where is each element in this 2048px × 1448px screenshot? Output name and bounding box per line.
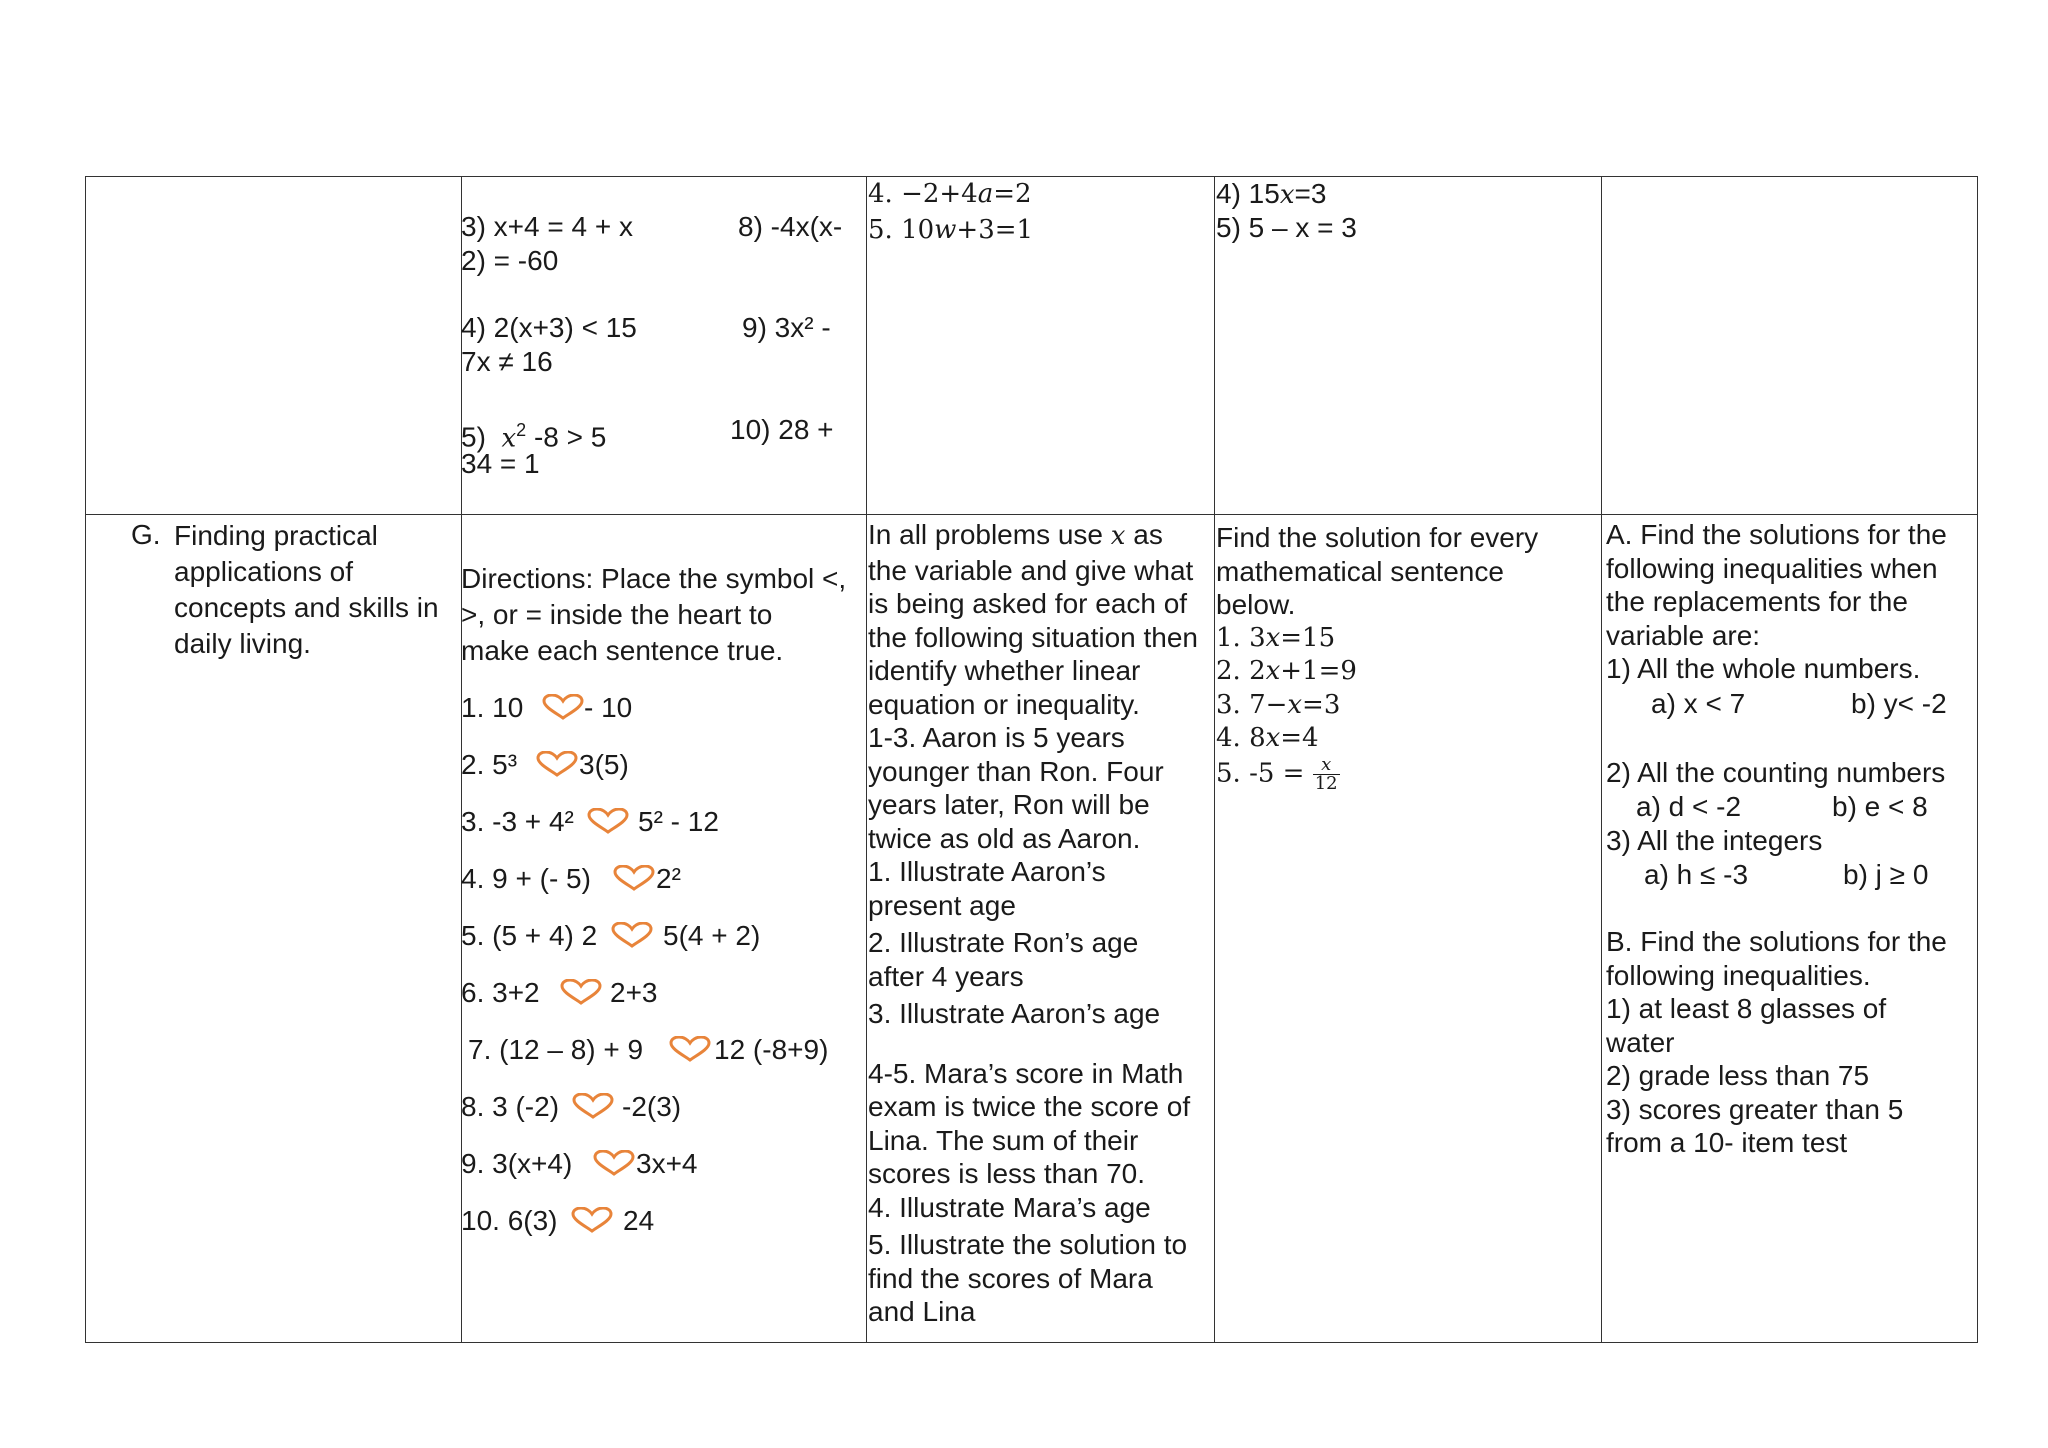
item-right: 3(5) bbox=[579, 749, 629, 780]
expr-9-cont: 7x ≠ 16 bbox=[461, 346, 553, 377]
fraction: $\frac{x}{12}$ bbox=[1314, 753, 1338, 794]
item-right: - 10 bbox=[584, 692, 633, 723]
text-line: from a 10- item test bbox=[1606, 1127, 1848, 1158]
choice-a: a) x < 7 bbox=[1651, 688, 1746, 719]
text-line: 4-5. Mara’s score in Math bbox=[868, 1057, 1184, 1089]
item-right: 3x+4 bbox=[636, 1148, 698, 1179]
row2-col4-cell bbox=[1216, 521, 1538, 793]
text-line: 1) at least 8 glasses of bbox=[1606, 993, 1887, 1024]
text-line: Lina. The sum of their bbox=[868, 1124, 1139, 1156]
text-line: mathematical sentence bbox=[1216, 555, 1504, 587]
heart-icon[interactable] bbox=[586, 808, 630, 834]
row-divider bbox=[86, 514, 1977, 515]
text-line: daily living. bbox=[174, 628, 311, 659]
competency-text bbox=[174, 518, 439, 662]
equation: 1. 3𝑥=15 bbox=[1216, 622, 1336, 653]
expr-10-cont: 34 = 1 bbox=[461, 448, 540, 479]
item-left: 9. 3(x+4) bbox=[461, 1148, 573, 1179]
item-left: 6. 3+2 bbox=[461, 977, 540, 1008]
text-line: following inequalities when bbox=[1606, 552, 1938, 584]
text-line: the variable and give what bbox=[868, 554, 1194, 586]
choice-b: b) e < 8 bbox=[1832, 791, 1928, 822]
subheading: 3) All the integers bbox=[1606, 825, 1823, 856]
item-left: 1. 10 bbox=[461, 692, 524, 723]
expr-8: 8) -4x(x- bbox=[738, 211, 843, 242]
directions bbox=[461, 561, 846, 669]
choice-b: b) y< -2 bbox=[1851, 688, 1947, 719]
item-left: 10. 6(3) bbox=[461, 1205, 558, 1236]
text-line: twice as old as Aaron. bbox=[868, 822, 1141, 854]
text-line: variable are: bbox=[1606, 619, 1761, 651]
item-left: 5. (5 + 4) 2 bbox=[461, 920, 598, 951]
text-line: the following situation then bbox=[868, 621, 1198, 653]
item-right: 2+3 bbox=[610, 977, 658, 1008]
equation: 3. 7−𝑥=3 bbox=[1216, 689, 1341, 720]
heart-icon[interactable] bbox=[570, 1207, 614, 1233]
expr-3: 3) x+4 = 4 + x bbox=[461, 211, 633, 242]
text-line: 3. Illustrate Aaron’s age bbox=[868, 998, 1161, 1029]
expr-10: 10) 28 + bbox=[730, 414, 834, 445]
equation: 4. 8𝑥=4 bbox=[1216, 723, 1319, 753]
text-line: 3) scores greater than 5 bbox=[1606, 1093, 1904, 1125]
equation: 5. -5 = $\frac{x}{12}$ bbox=[1216, 753, 1338, 794]
text-line: 2) grade less than 75 bbox=[1606, 1060, 1870, 1091]
text-line: younger than Ron. Four bbox=[868, 755, 1164, 787]
text-line: is being asked for each of bbox=[868, 588, 1188, 619]
item-left: 4. 9 + (- 5) bbox=[461, 863, 591, 894]
text-line: exam is twice the score of bbox=[868, 1091, 1191, 1122]
expr-5: 5) $x^2$ -8 > 5 bbox=[461, 420, 607, 454]
text-line: find the scores of Mara bbox=[868, 1262, 1153, 1294]
item-left: 2. 5³ bbox=[461, 749, 518, 780]
equation-5: 5. 10𝑤+3=1 bbox=[868, 215, 1034, 245]
text-line: A. Find the solutions for the bbox=[1606, 519, 1947, 550]
text-line: concepts and skills in bbox=[174, 592, 439, 623]
choice-a: a) d < -2 bbox=[1636, 791, 1742, 822]
item-right: 5(4 + 2) bbox=[663, 920, 761, 951]
text-line: 4. Illustrate Mara’s age bbox=[868, 1191, 1151, 1223]
subheading: 2) All the counting numbers bbox=[1606, 757, 1946, 788]
text-line: 2. Illustrate Ron’s age bbox=[868, 927, 1139, 958]
choice-a: a) h ≤ -3 bbox=[1644, 859, 1749, 890]
expr-4: 4) 2(x+3) < 15 bbox=[461, 312, 637, 343]
item-right: 24 bbox=[623, 1205, 655, 1236]
heart-icon[interactable] bbox=[571, 1093, 615, 1119]
text-line: scores is less than 70. bbox=[868, 1158, 1146, 1189]
text-line: identify whether linear bbox=[868, 655, 1141, 686]
expr-9: 9) 3x² - bbox=[742, 312, 831, 343]
heart-icon[interactable] bbox=[668, 1036, 712, 1062]
expr-8-cont: 2) = -60 bbox=[461, 245, 559, 276]
equation-4: 4) 15x=3 bbox=[1216, 178, 1327, 210]
heart-icon[interactable] bbox=[610, 922, 654, 948]
equation: 2. 2𝑥+1=9 bbox=[1216, 656, 1357, 686]
text-line: B. Find the solutions for the bbox=[1606, 926, 1947, 957]
column-divider bbox=[1214, 177, 1215, 1342]
heart-icon[interactable] bbox=[559, 979, 603, 1005]
text-line: Find the solution for every bbox=[1216, 522, 1539, 553]
column-divider bbox=[866, 177, 867, 1342]
heart-icon[interactable] bbox=[535, 751, 579, 777]
text-line: 1. Illustrate Aaron’s bbox=[868, 856, 1106, 887]
item-right: 2² bbox=[656, 863, 681, 894]
text-line: 1) All the whole numbers. bbox=[1606, 653, 1921, 684]
text-line: below. bbox=[1216, 589, 1296, 620]
text-line: In all problems use x as bbox=[868, 519, 1163, 551]
choice-b: b) j ≥ 0 bbox=[1843, 859, 1929, 890]
part-a-heading bbox=[1606, 518, 1947, 686]
item-letter: G. bbox=[131, 519, 161, 550]
text-line: Finding practical bbox=[174, 520, 378, 551]
item-left: 3. -3 + 4² bbox=[461, 806, 574, 837]
heart-icon[interactable] bbox=[612, 865, 656, 891]
heart-icon[interactable] bbox=[541, 694, 585, 720]
text-line: make each sentence true. bbox=[461, 635, 784, 666]
equation-4: 4. −2+4𝑎=2 bbox=[868, 179, 1032, 209]
row2-col3-cell bbox=[868, 518, 1198, 1329]
text-line: equation or inequality. bbox=[868, 688, 1140, 720]
text-line: Directions: Place the symbol <, bbox=[461, 563, 847, 594]
item-left: 7. (12 – 8) + 9 bbox=[468, 1034, 644, 1065]
text-line: years later, Ron will be bbox=[868, 789, 1150, 820]
text-line: applications of bbox=[174, 556, 354, 587]
item-right: -2(3) bbox=[622, 1091, 682, 1122]
text-line: the replacements for the bbox=[1606, 586, 1908, 617]
text-line: and Lina bbox=[868, 1296, 976, 1327]
text-line: following inequalities. bbox=[1606, 959, 1871, 991]
column-divider bbox=[1601, 177, 1602, 1342]
heart-icon[interactable] bbox=[592, 1150, 636, 1176]
text-line: after 4 years bbox=[868, 960, 1024, 992]
item-right: 5² - 12 bbox=[638, 806, 719, 837]
text-line: present age bbox=[868, 889, 1016, 921]
text-line: water bbox=[1606, 1026, 1675, 1058]
text-line: >, or = inside the heart to bbox=[461, 599, 773, 630]
text-line: 1-3. Aaron is 5 years bbox=[868, 722, 1125, 753]
item-right: 12 (-8+9) bbox=[714, 1034, 829, 1065]
part-b-heading bbox=[1606, 925, 1947, 1160]
item-left: 8. 3 (-2) bbox=[461, 1091, 560, 1122]
text-line: 5. Illustrate the solution to bbox=[868, 1229, 1188, 1260]
equation-5: 5) 5 – x = 3 bbox=[1216, 212, 1357, 243]
